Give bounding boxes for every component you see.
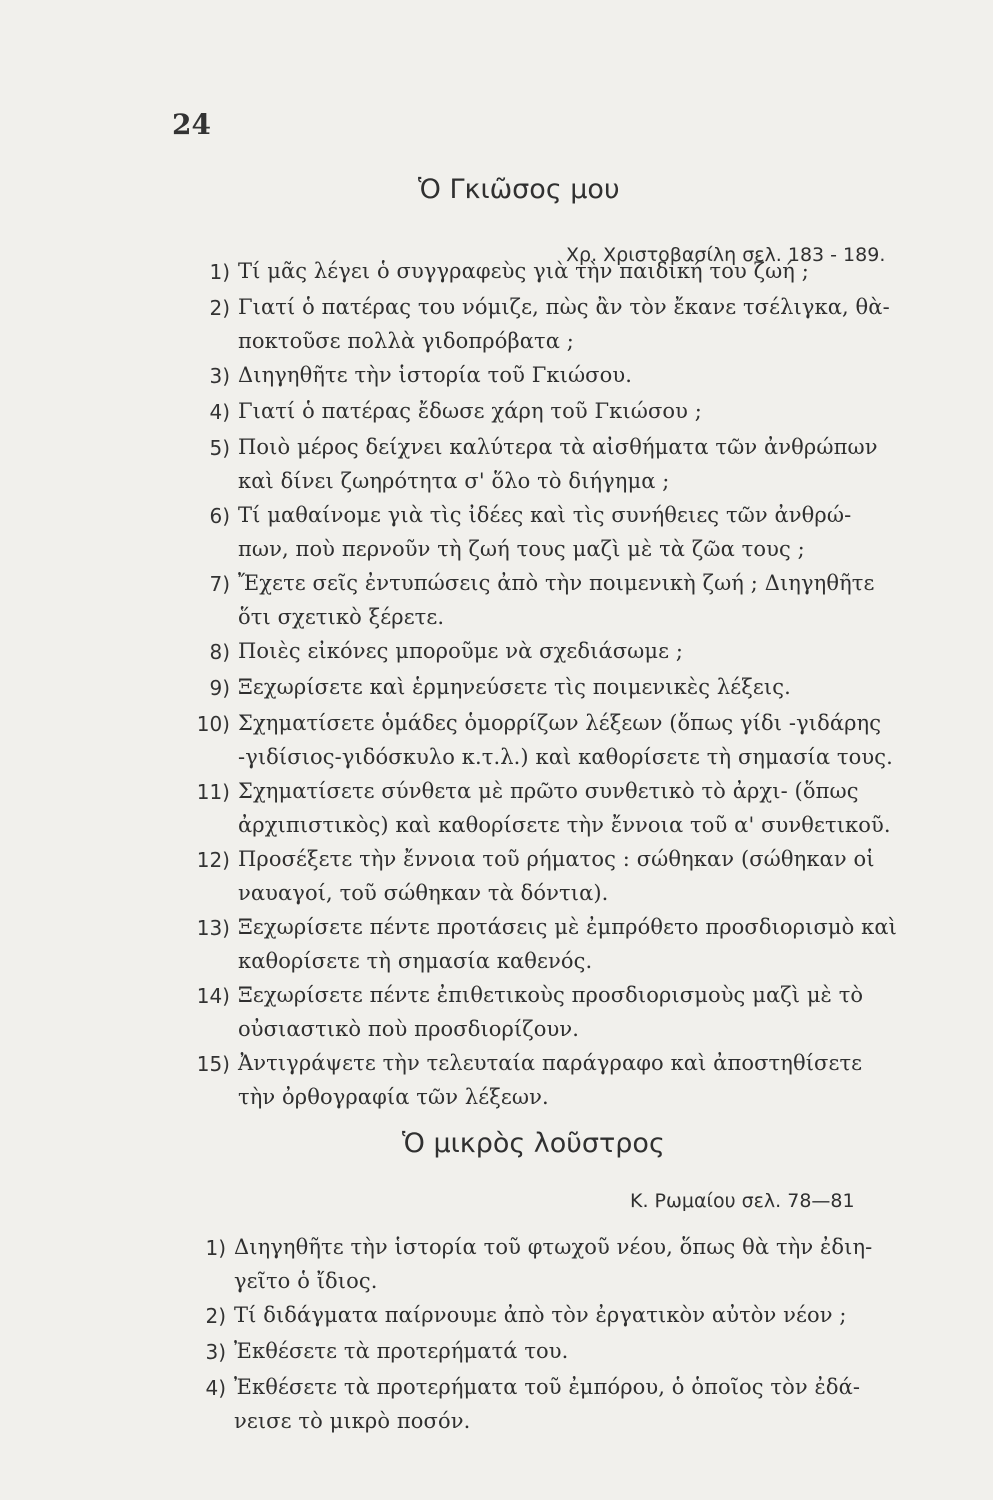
- question-number: 12): [196, 848, 230, 872]
- section-source: Χρ. Χριστοβασίλη σελ. 183 - 189.: [566, 244, 886, 266]
- question-text: Ἀντιγράψετε τὴν τελευταία παράγραφο καὶ ἀποστηθίσετε: [238, 1051, 863, 1075]
- question-text: Ἐκθέσετε τὰ προτερήματα τοῦ ἐμπόρου, ὁ ὁποῖος τὸν ἐδά-: [234, 1375, 861, 1399]
- question-text: ποκτοῦσε πολλὰ γιδοπρόβατα ;: [238, 329, 574, 353]
- question-text: Τί μαθαίνομε γιὰ τὶς ἰδέες καὶ τὶς συνήθειες τῶν ἀνθρώ-: [238, 503, 852, 527]
- question-text: -γιδίσιος-γιδόσκυλο κ.τ.λ.) καὶ καθορίσετε τὴ σημασία τους.: [238, 745, 893, 769]
- question-text: Ἔχετε σεῖς ἐντυπώσεις ἀπὸ τὴν ποιμενικὴ ζωή ; Διηγηθῆτε: [238, 571, 875, 595]
- question-text: ἀρχιπιστικὸς) καὶ καθορίσετε τὴν ἔννοια τοῦ α' συνθετικοῦ.: [238, 813, 891, 837]
- question-text: Τί μᾶς λέγει ὁ συγγραφεὺς γιὰ τὴν παιδική του ζωή ;: [238, 259, 809, 283]
- question-number: 1): [205, 1236, 226, 1260]
- question-number: 2): [209, 296, 230, 320]
- question-text: οὐσιαστικὸ ποὺ προσδιορίζουν.: [238, 1017, 580, 1041]
- question-text: Ἐκθέσετε τὰ προτερήματά του.: [234, 1339, 569, 1363]
- question-number: 4): [205, 1376, 226, 1400]
- question-text: Σχηματίσετε σύνθετα μὲ πρῶτο συνθετικὸ τὸ ἀρχι- (ὅπως: [238, 779, 859, 803]
- question-text: τὴν ὀρθογραφία τῶν λέξεων.: [238, 1085, 549, 1109]
- question-text: πων, ποὺ περνοῦν τὴ ζωή τους μαζὶ μὲ τὰ ζῶα τους ;: [238, 537, 805, 561]
- question-text: ὅτι σχετικὸ ξέρετε.: [238, 605, 445, 629]
- question-text: ναυαγοί, τοῦ σώθηκαν τὰ δόντια).: [238, 881, 609, 905]
- question-number: 2): [205, 1304, 226, 1328]
- question-text: γεῖτο ὁ ἴδιος.: [234, 1269, 378, 1293]
- section-title: Ὁ Γκιῶσος μου: [418, 174, 620, 205]
- question-number: 6): [209, 504, 230, 528]
- question-number: 9): [209, 676, 230, 700]
- question-number: 11): [196, 780, 230, 804]
- question-text: Τί διδάγματα παίρνουμε ἀπὸ τὸν ἐργατικὸν αὐτὸν νέον ;: [234, 1303, 847, 1327]
- question-text: Ξεχωρίσετε καὶ ἑρμηνεύσετε τὶς ποιμενικὲς λέξεις.: [238, 675, 791, 699]
- question-text: Γιατί ὁ πατέρας του νόμιζε, πὼς ἂν τὸν ἔκανε τσέλιγκα, θὰ-: [238, 295, 890, 319]
- question-text: Ξεχωρίσετε πέντε ἐπιθετικοὺς προσδιορισμοὺς μαζὶ μὲ τὸ: [238, 983, 864, 1007]
- section-title: Ὁ μικρὸς λοῦστρος: [402, 1128, 665, 1159]
- question-text: Ποιὸ μέρος δείχνει καλύτερα τὰ αἰσθήματα τῶν ἀνθρώπων: [238, 435, 878, 459]
- page-number: 24: [172, 108, 211, 141]
- question-text: καὶ δίνει ζωηρότητα σ' ὅλο τὸ διήγημα ;: [238, 469, 670, 493]
- question-text: καθορίσετε τὴ σημασία καθενός.: [238, 949, 593, 973]
- question-number: 4): [209, 400, 230, 424]
- question-number: 15): [196, 1052, 230, 1076]
- question-number: 3): [205, 1340, 226, 1364]
- question-number: 1): [209, 260, 230, 284]
- section-source: Κ. Ρωμαίου σελ. 78—81: [630, 1190, 855, 1212]
- question-number: 5): [209, 436, 230, 460]
- question-text: Διηγηθῆτε τὴν ἱστορία τοῦ φτωχοῦ νέου, ὅπως θὰ τὴν ἐδιη-: [234, 1235, 873, 1259]
- question-text: Ξεχωρίσετε πέντε προτάσεις μὲ ἐμπρόθετο προσδιορισμὸ καὶ: [238, 915, 897, 939]
- question-number: 8): [209, 640, 230, 664]
- question-number: 14): [196, 984, 230, 1008]
- question-number: 7): [209, 572, 230, 596]
- question-text: Γιατί ὁ πατέρας ἔδωσε χάρη τοῦ Γκιώσου ;: [238, 399, 702, 423]
- question-text: Σχηματίσετε ὁμάδες ὁμορρίζων λέξεων (ὅπως γίδι -γιδάρης: [238, 711, 882, 735]
- question-number: 10): [196, 712, 230, 736]
- question-text: νεισε τὸ μικρὸ ποσόν.: [234, 1409, 471, 1433]
- question-text: Προσέξετε τὴν ἔννοια τοῦ ρήματος : σώθηκαν (σώθηκαν οἱ: [238, 847, 875, 871]
- question-text: Διηγηθῆτε τὴν ἱστορία τοῦ Γκιώσου.: [238, 363, 632, 387]
- question-number: 13): [196, 916, 230, 940]
- question-number: 3): [209, 364, 230, 388]
- question-text: Ποιὲς εἰκόνες μποροῦμε νὰ σχεδιάσωμε ;: [238, 639, 684, 663]
